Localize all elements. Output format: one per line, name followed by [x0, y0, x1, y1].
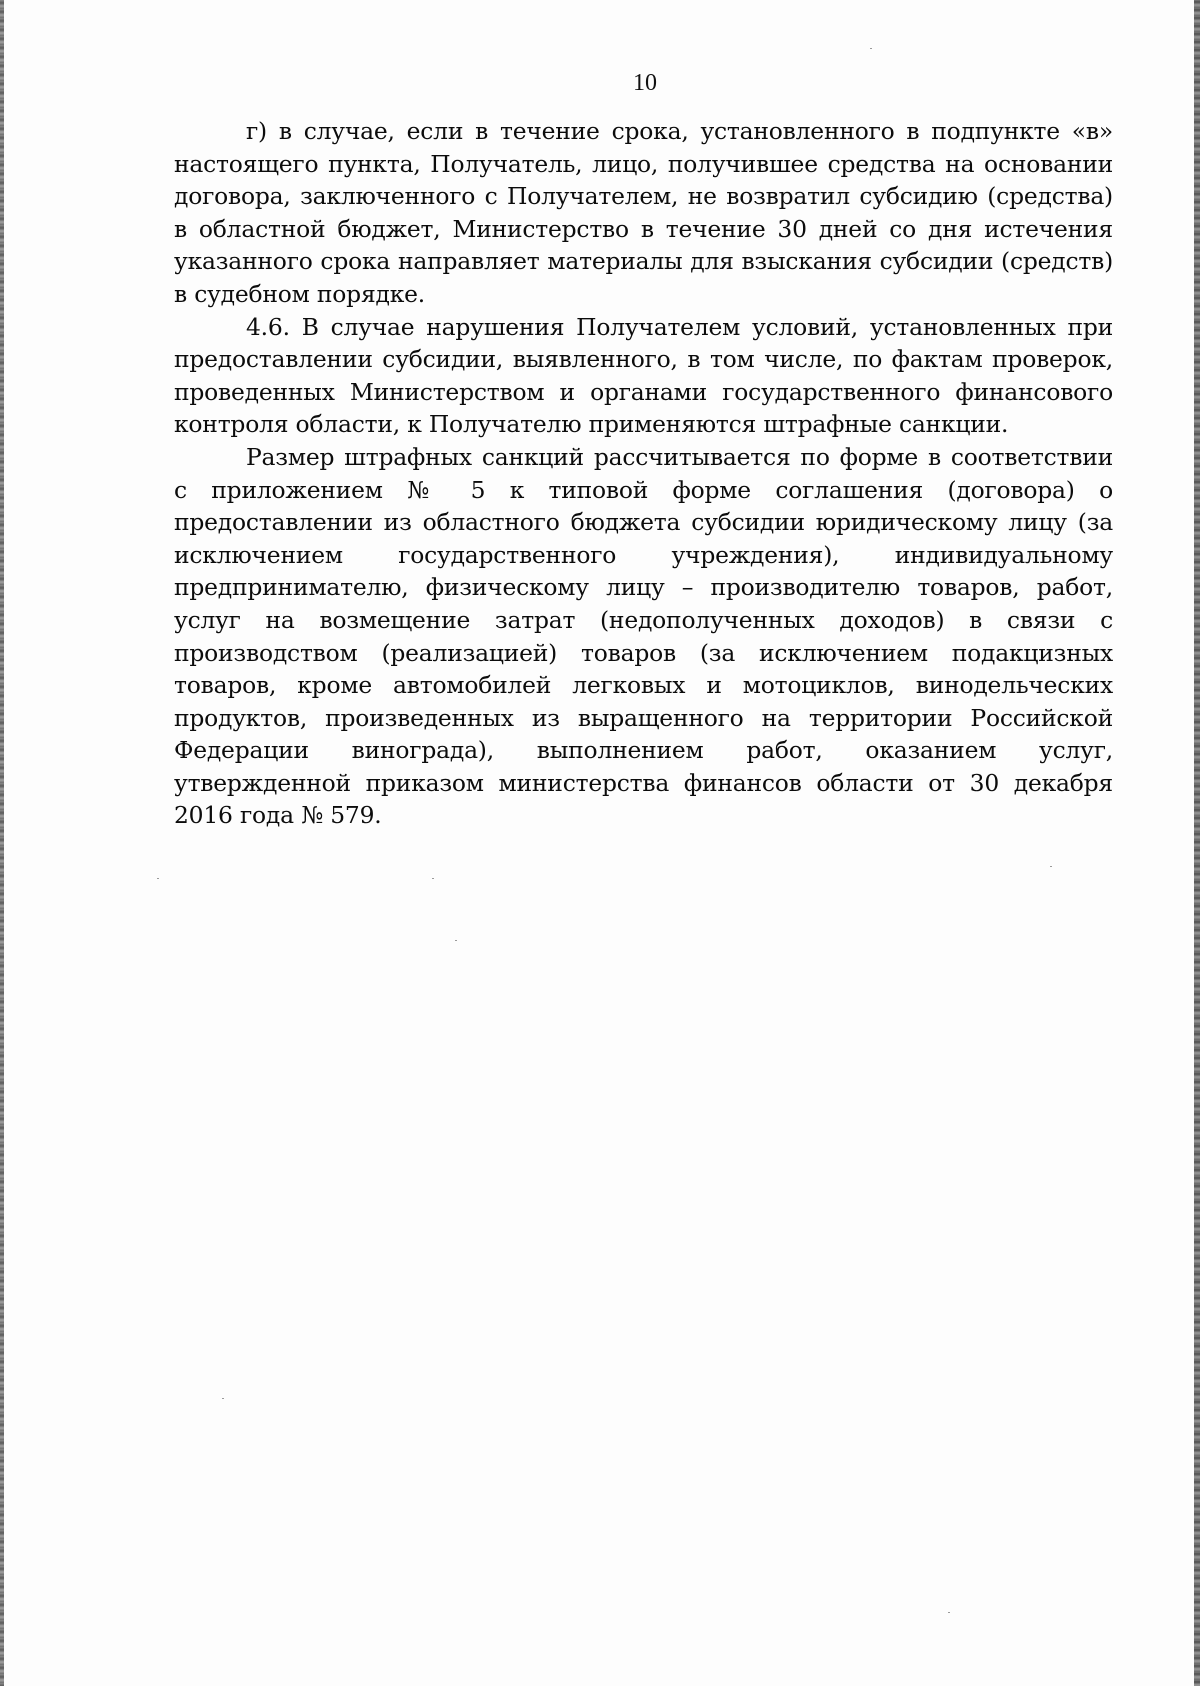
- page-number: 10: [633, 70, 657, 96]
- paragraph-4-6: 4.6. В случае нарушения Получателем условий, установленных при предоставлении субсидии, выявленного, в том числе, по фактам проверок, проведенных Министерством и органами государственного финансового контроля области, к Получателю применяются штрафные санкции.: [174, 312, 1113, 439]
- scan-speck: [455, 940, 457, 941]
- scan-speck: [432, 878, 434, 879]
- paragraph-penalty-size: Размер штрафных санкций рассчитывается по форме в соответствии с приложением № 5 к типовой форме соглашения (договора) о предоставлении из областного бюджета субсидии юридическому лицу (за исключением государственного учреждения), индивидуальному предпринимателю, физическому лицу – производителю товаров, работ, услуг на возмещение затрат (недополученных доходов) в связи с производством (реализацией) товаров (за исключением подакцизных товаров, кроме автомобилей легковых и мотоциклов, винодельческих продуктов, произведенных из выращенного на территории Российской Федерации винограда), выполнением работ, оказанием услуг, утвержденной приказом министерства финансов области от 30 декабря 2016 года № 579.: [174, 442, 1113, 830]
- scan-speck: [870, 48, 872, 49]
- paragraph-g: г) в случае, если в течение срока, установленного в подпункте «в» настоящего пункта, Получатель, лицо, получившее средства на основании договора, заключенного с Получателем, не возвратил субсидию (средства) в областной бюджет, Министерство в течение 30 дней со дня истечения указанного срока направляет материалы для взыскания субсидии (средств) в судебном порядке.: [174, 117, 1113, 308]
- scan-edge-left: [0, 0, 4, 1686]
- scan-edge-right: [1194, 0, 1200, 1686]
- scan-speck: [157, 878, 159, 879]
- scan-speck: [1050, 866, 1052, 867]
- scan-speck: [222, 1398, 224, 1399]
- scan-speck: [948, 1612, 950, 1613]
- document-body: [174, 115, 1113, 832]
